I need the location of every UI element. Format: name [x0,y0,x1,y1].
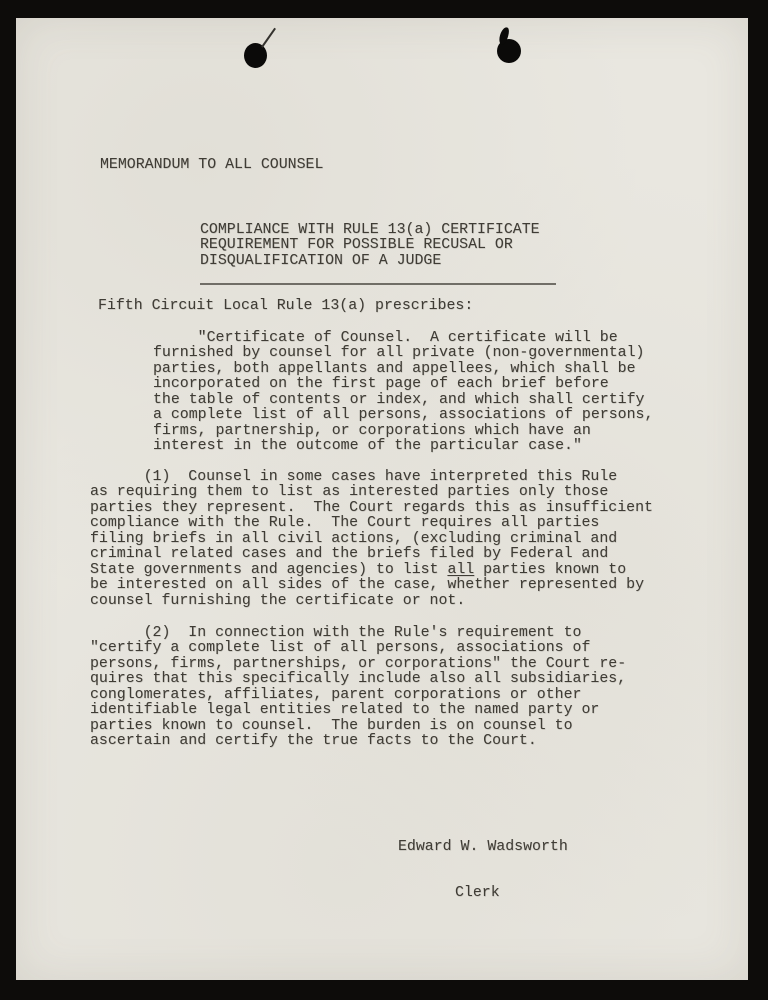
text-line: incorporated on the first page of each brief before [153,376,609,393]
text-line: "certify a complete list of all persons, associations of [90,640,591,657]
text-line: conglomerates, affiliates, parent corporations or other [90,686,582,703]
rule-intro-line: Fifth Circuit Local Rule 13(a) prescribes: [98,298,474,314]
text-line: a complete list of all persons, associations of persons, [153,407,654,424]
text-segment: parties known to [474,561,627,578]
text-line: COMPLIANCE WITH RULE 13(a) CERTIFICATE [200,222,540,238]
rule-quotation [153,331,653,455]
text-line: DISQUALIFICATION OF A JUDGE [200,252,442,269]
text-line: filing briefs in all civil actions, (excluding criminal and [90,530,618,547]
hole-punch-mark-left [244,43,267,68]
memo-subject [200,223,540,269]
text-line: parties, both appellants and appellees, which shall be [153,360,636,377]
subject-underline [200,283,556,285]
text-line: quires that this specifically include also all subsidiaries, [90,671,627,688]
text-line: ascertain and certify the true facts to the Court. [90,733,537,750]
signature-block [398,809,568,933]
text-segment: State governments and agencies) to list [90,561,448,578]
document-page [16,18,748,980]
text-line: interest in the outcome of the particular case." [153,438,582,455]
text-line: furnished by counsel for all private (non-governmental) [153,345,645,362]
text-line: as requiring them to list as interested parties only those [90,484,609,501]
text-line: criminal related cases and the briefs filed by Federal and [90,546,609,563]
underlined-text: all [447,561,475,578]
paragraph-1 [90,470,653,609]
text-line: (2) In connection with the Rule's requirement to [90,625,582,641]
text-line: parties known to counsel. The burden is on counsel to [90,717,573,734]
signature-name: Edward W. Wadsworth [398,838,568,855]
text-line: REQUIREMENT FOR POSSIBLE RECUSAL OR [200,237,513,254]
text-line: compliance with the Rule. The Court requires all parties [90,515,600,532]
text-line: the table of contents or index, and which shall certify [153,391,645,408]
text-line: (1) Counsel in some cases have interpreted this Rule [90,469,618,485]
text-line: firms, partnership, or corporations which have an [153,422,591,439]
text-line: "Certificate of Counsel. A certificate will be [153,330,618,346]
text-line: be interested on all sides of the case, whether represented by [90,577,645,594]
text-line: persons, firms, partnerships, or corporations" the Court re- [90,655,627,672]
text-line: identifiable legal entities related to the named party or [90,702,600,719]
memo-title: MEMORANDUM TO ALL COUNSEL [100,157,324,173]
text-line: counsel furnishing the certificate or not. [90,592,466,609]
paragraph-2 [90,626,626,750]
text-line: parties they represent. The Court regards this as insufficient [90,499,653,516]
scratch-mark-left [261,28,275,48]
signature-role: Clerk [455,885,500,902]
text-line [90,563,653,578]
